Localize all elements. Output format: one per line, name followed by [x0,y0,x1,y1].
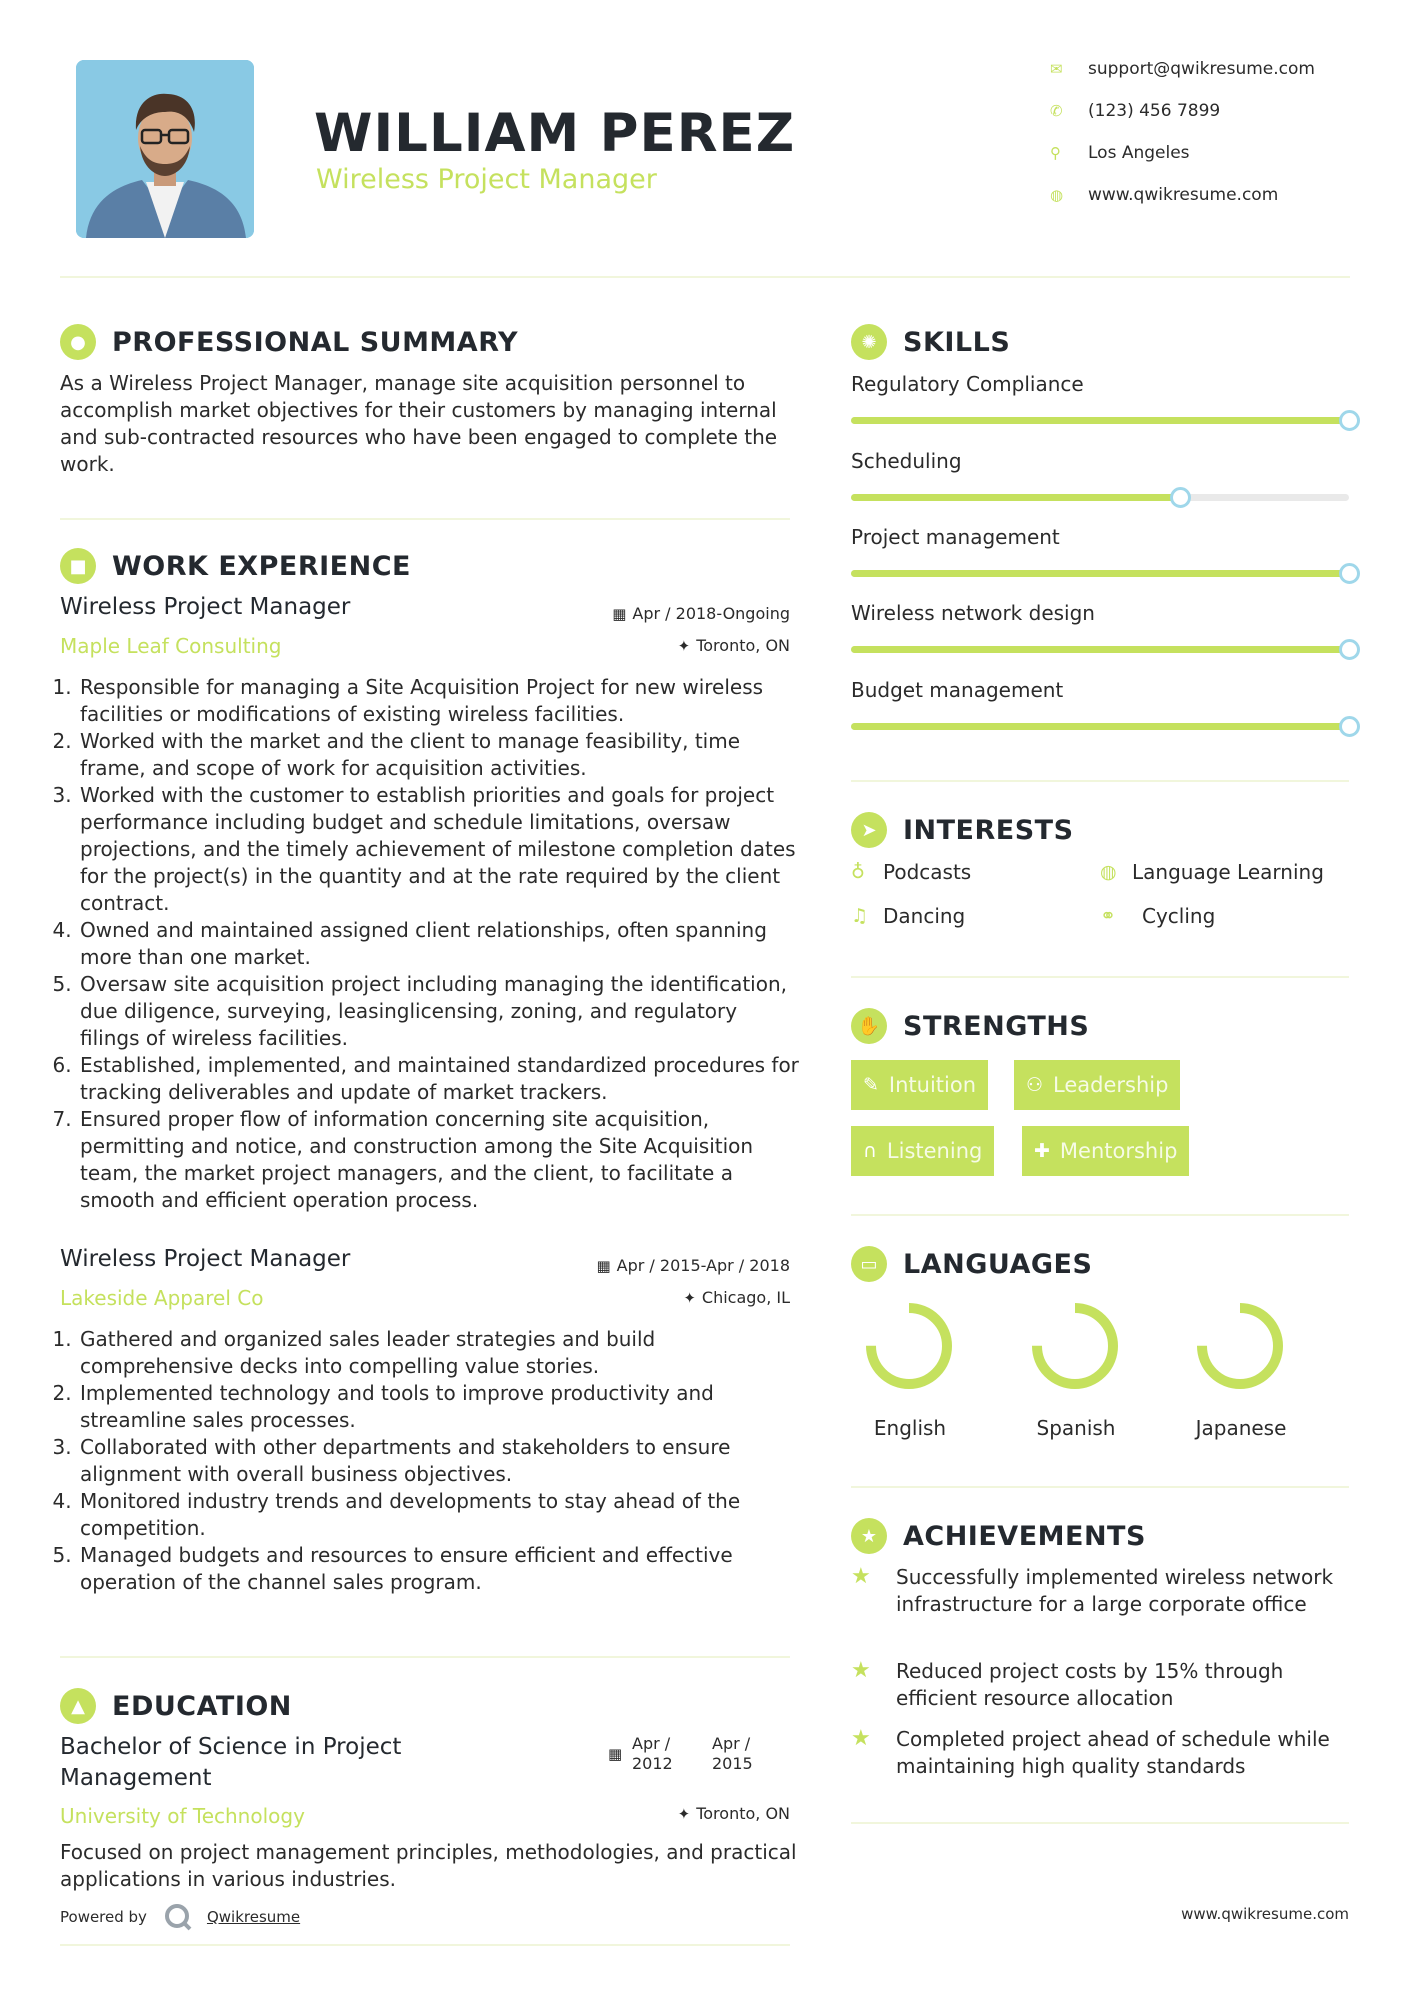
powered-by [60,1902,300,1932]
phone-icon: ✆ [1050,102,1063,120]
list-item: 4. Owned and maintained assigned client relationships, often spanning more than one market. [78,917,802,971]
skill-bar [851,570,1349,577]
interests-header [851,810,1074,850]
summary-header [60,322,518,362]
pin-icon: ✦ [683,1289,696,1307]
achievements-divider [851,1822,1349,1824]
strength-label: Listening [886,1139,983,1163]
interest-item [1100,860,1324,884]
language-icon: ▭ [851,1246,887,1282]
candidate-name: WILLIAM PEREZ [314,103,796,164]
achievements-title: ACHIEVEMENTS [903,1520,1146,1552]
interest-item [1100,904,1215,928]
star-icon: ★ [851,1564,871,1589]
list-item: 7. Ensured proper flow of information concerning site acquisition, permitting and notice, and construction among the Site Acquisition team, the market project managers, and the client, to facilitate a smooth and efficient operation process. [78,1106,802,1214]
star-icon: ★ [851,1658,871,1683]
job-1-title: Wireless Project Manager [60,594,351,620]
headphones-icon: ∩ [863,1140,877,1162]
skills-title: SKILLS [903,326,1011,358]
experience-divider [60,1656,790,1658]
skills-divider [851,780,1349,782]
edu-start-month: Apr / [632,1734,671,1753]
experience-header [60,546,411,586]
strength-tag [1022,1126,1189,1176]
summary-title: PROFESSIONAL SUMMARY [112,326,519,358]
list-item: 2. Worked with the market and the client to manage feasibility, time frame, and scope of work for acquisition activities. [78,728,802,782]
languages-header [851,1244,1092,1284]
calendar-icon: ▦ [608,1745,623,1763]
pin-icon: ✦ [677,637,691,655]
list-item: 6. Established, implemented, and maintained standardized procedures for tracking deliverables and update of market trackers. [78,1052,802,1106]
paper-plane-icon: ➤ [851,812,887,848]
list-item: 3. Collaborated with other departments and stakeholders to ensure alignment with overall business objectives. [78,1434,802,1488]
list-item: 1. Responsible for managing a Site Acquisition Project for new wireless facilities or modifications of existing wireless facilities. [78,674,802,728]
degree-line-2: Management [60,1765,212,1791]
experience-title: WORK EXPERIENCE [112,550,411,582]
magic-wand-icon: ✎ [863,1074,879,1096]
degree-line-1: Bachelor of Science in Project [60,1734,402,1760]
education-header [60,1686,292,1726]
strength-label: Mentorship [1059,1139,1178,1163]
graduation-cap-icon: ▲ [60,1688,96,1724]
achievement-text: Reduced project costs by 15% through efficient resource allocation [896,1659,1284,1710]
achievement-text: Successfully implemented wireless network infrastructure for a large corporate office [896,1565,1334,1616]
qwikresume-logo-icon [163,1902,193,1932]
contact-email[interactable] [1050,56,1350,82]
skill-label: Scheduling [851,449,962,473]
skill-bar-knob[interactable] [1339,410,1360,431]
strength-label: Leadership [1053,1073,1169,1097]
achievement-item [851,1726,1351,1780]
globe-icon: ◍ [1050,186,1064,204]
globe-icon: ◍ [1100,861,1117,883]
music-note-icon: ♫ [851,905,869,927]
skill-bar [851,646,1349,653]
strengths-title: STRENGTHS [903,1010,1090,1042]
education-location-text: Toronto, ON [696,1804,790,1823]
user-icon: ● [60,324,96,360]
languages-title: LANGUAGES [903,1248,1093,1280]
list-item: 4. Monitored industry trends and developments to stay ahead of the competition. [78,1488,802,1542]
job-2-company: Lakeside Apparel Co [60,1286,264,1310]
list-item: 3. Worked with the customer to establish priorities and goals for project performance including budget and schedule limitations, oversaw projections, and the timely achievement of milestone completion dates for the project(s) in the quantity and at the rate required by the client contract. [78,782,802,917]
header-divider [60,276,1350,278]
list-item: 5. Oversaw site acquisition project including managing the identification, due diligence, surveying, leasinglicensing, zoning, and regulatory filings of wireless facilities. [78,971,802,1052]
skill-bar [851,723,1349,730]
education-location [678,1804,790,1823]
microphone-icon: ♁ [851,861,865,883]
job-1-location [678,636,790,655]
user-plus-icon: ✚ [1034,1140,1050,1162]
interest-label: Dancing [883,904,966,928]
powered-by-label: Powered by [60,1908,147,1926]
skill-label: Wireless network design [851,601,1095,625]
contact-phone-text: (123) 456 7899 [1088,101,1221,121]
language-ring-arc [871,1308,947,1384]
skill-bar [851,494,1349,501]
star-icon: ★ [851,1518,887,1554]
language-label: Japanese [1195,1416,1287,1440]
contact-location-text: Los Angeles [1088,143,1190,163]
calendar-icon: ▦ [596,1257,611,1275]
list-item: 1. Gathered and organized sales leader strategies and build comprehensive decks into compelling value stories. [78,1326,802,1380]
users-icon: ⚇ [1026,1074,1044,1096]
strength-tag [851,1126,994,1176]
languages-divider [851,1486,1349,1488]
language-label: English [873,1416,947,1440]
envelope-icon: ✉ [1050,60,1063,78]
achievement-text: Completed project ahead of schedule while maintaining high quality standards [896,1727,1330,1778]
edu-end-month: Apr / [712,1734,751,1753]
skill-bar [851,417,1349,424]
list-item: 2. Implemented technology and tools to improve productivity and streamline sales processes. [78,1380,802,1434]
education-title: EDUCATION [112,1690,292,1722]
skill-label: Regulatory Compliance [851,372,1084,396]
skill-bar-fill [851,417,1349,424]
job-2-title: Wireless Project Manager [60,1246,351,1272]
footer-divider [60,1944,790,1946]
skill-bar-knob[interactable] [1339,563,1360,584]
edu-end-year: 2015 [712,1754,753,1773]
contact-phone[interactable] [1050,98,1350,124]
lightbulb-icon: ✺ [851,324,887,360]
education-text: Focused on project management principles, methodologies, and practical applications in various industries. [60,1840,797,1891]
job-2-bullets [56,1326,802,1596]
calendar-icon: ▦ [612,605,627,623]
education-dates [608,1734,794,1778]
strength-tag [1014,1060,1180,1110]
contact-website-text: www.qwikresume.com [1088,185,1279,205]
language-ring-spanish [1027,1298,1123,1394]
contact-email-text: support@qwikresume.com [1088,59,1315,79]
summary-divider [60,518,790,520]
candidate-role: Wireless Project Manager [316,164,657,195]
language-ring-arc [1202,1308,1278,1384]
job-2-location [683,1288,790,1307]
achievement-item [851,1564,1351,1618]
footer-website[interactable]: www.qwikresume.com [1181,1905,1349,1923]
profile-photo [76,60,254,238]
job-1-date [612,604,790,623]
interest-item [851,904,965,928]
strengths-divider [851,1214,1349,1216]
skill-label: Budget management [851,678,1064,702]
skills-header [851,322,1010,362]
skill-bar-knob[interactable] [1339,639,1360,660]
qwikresume-link[interactable]: Qwikresume [206,1908,301,1926]
interests-divider [851,976,1349,978]
skill-bar-knob[interactable] [1339,716,1360,737]
achievement-item [851,1658,1351,1712]
interest-item [851,860,971,884]
school-name: University of Technology [60,1804,305,1828]
skill-label: Project management [851,525,1060,549]
language-ring-arc [1037,1308,1113,1384]
location-pin-icon: ⚲ [1050,144,1061,162]
summary-text: As a Wireless Project Manager, manage site acquisition personnel to accomplish market objectives for their customers by managing internal and sub-contracted resources who have been engaged to complete the work. [60,371,778,476]
list-item: 5. Managed budgets and resources to ensure efficient and effective operation of the channel sales program. [78,1542,802,1596]
job-1-location-text: Toronto, ON [696,636,790,655]
skill-bar-knob[interactable] [1170,487,1191,508]
pin-icon: ✦ [677,1805,691,1823]
edu-start-year: 2012 [632,1754,673,1773]
interest-label: Cycling [1142,904,1216,928]
job-1-bullets [56,674,802,1214]
job-2-location-text: Chicago, IL [701,1288,790,1307]
achievements-header [851,1516,1146,1556]
interest-label: Language Learning [1132,860,1324,884]
contact-website[interactable] [1050,182,1350,208]
job-2-date-text: Apr / 2015-Apr / 2018 [616,1256,790,1275]
skill-bar-fill [851,723,1349,730]
strength-tag [851,1060,988,1110]
language-ring-japanese [1192,1298,1288,1394]
job-1-date-text: Apr / 2018-Ongoing [632,604,790,623]
briefcase-icon: ■ [60,548,96,584]
skill-bar-fill [851,494,1180,501]
interests-title: INTERESTS [903,814,1074,846]
skill-bar-fill [851,570,1349,577]
strength-label: Intuition [888,1073,977,1097]
language-ring-english [861,1298,957,1394]
interest-label: Podcasts [883,860,972,884]
language-label: Spanish [1036,1416,1116,1440]
strengths-header [851,1006,1089,1046]
hand-icon: ✋ [851,1008,887,1044]
job-2-date [596,1256,790,1275]
job-1-company: Maple Leaf Consulting [60,634,282,658]
bicycle-icon: ⚭ [1100,905,1116,927]
star-icon: ★ [851,1726,871,1751]
contact-location [1050,140,1350,166]
skill-bar-fill [851,646,1349,653]
